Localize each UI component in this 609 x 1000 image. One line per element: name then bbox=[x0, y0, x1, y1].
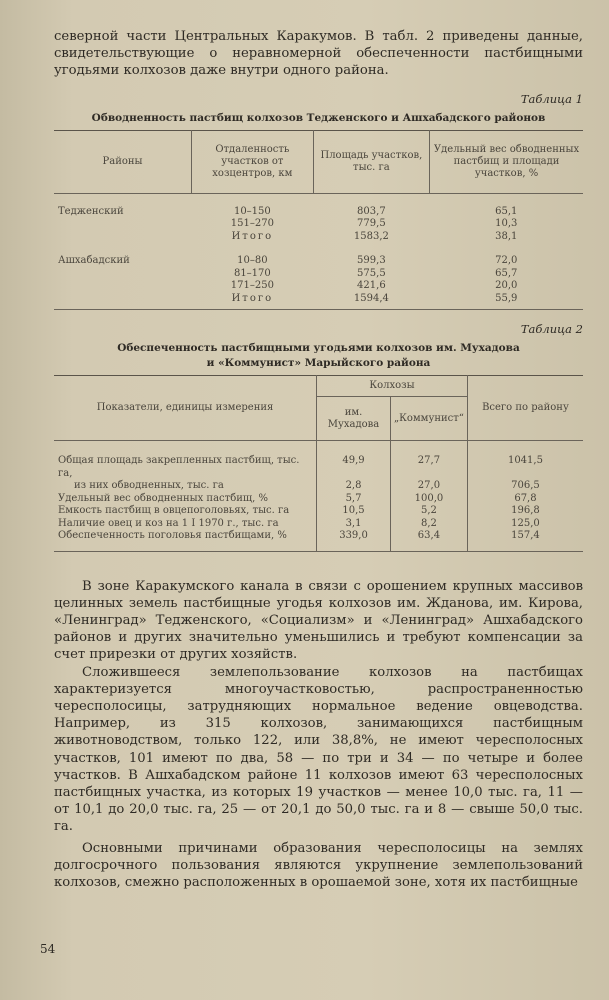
table-row bbox=[54, 255, 583, 268]
table2-cell: 100,0 bbox=[390, 493, 467, 506]
table2-header-total: Всего по району bbox=[467, 376, 583, 441]
table1-header-share: Удельный вес обводненных пастбищ и площади участков, % bbox=[430, 130, 583, 193]
table-row bbox=[54, 441, 583, 481]
table1-cell: 421,6 bbox=[357, 280, 386, 292]
table1-cell: 171–250 bbox=[230, 280, 274, 292]
table1-cell: 10,3 bbox=[495, 218, 518, 230]
table1-cell: Итого bbox=[231, 292, 274, 304]
table1-cell: 65,7 bbox=[495, 267, 518, 279]
table2-row-label: Наличие овец и коз на 1 I 1970 г., тыс. га bbox=[58, 517, 279, 529]
table1-title: Обводненность пастбищ колхозов Тедженского и Ашхабадского районов bbox=[91, 111, 546, 124]
table-row bbox=[54, 530, 583, 551]
table2-title-line2: и «Коммунист» Марыйского района bbox=[206, 357, 431, 370]
table2-row-label: Обеспеченность поголовья пастбищами, % bbox=[58, 530, 287, 542]
table2-row-label: Удельный вес обводненных пастбищ, % bbox=[58, 492, 269, 504]
table1-cell: 575,5 bbox=[357, 267, 386, 279]
table1-cell: Тедженский bbox=[58, 205, 124, 217]
table1-cell: 151–270 bbox=[230, 218, 274, 230]
table2-cell: 27,0 bbox=[390, 480, 467, 493]
table2-cell: 1041,5 bbox=[467, 441, 583, 481]
table1 bbox=[54, 130, 583, 311]
table1-header-distance: Отдаленность участков от хозцентров, км bbox=[192, 130, 314, 193]
table1-cell bbox=[54, 280, 192, 293]
table2-cell: 5,7 bbox=[317, 493, 391, 506]
table1-cell: 779,5 bbox=[357, 218, 386, 230]
table1-cell bbox=[54, 218, 192, 231]
table2-cell: 2,8 bbox=[317, 480, 391, 493]
table2-cell: 339,0 bbox=[317, 530, 391, 551]
table2-cell: 706,5 bbox=[467, 480, 583, 493]
table1-cell: 10–80 bbox=[237, 255, 268, 267]
table2-cell: 157,4 bbox=[467, 530, 583, 551]
table1-cell: 38,1 bbox=[495, 230, 518, 242]
table-row bbox=[54, 493, 583, 506]
table-row bbox=[54, 293, 583, 310]
table2-header-col2: „Коммунист“ bbox=[390, 397, 467, 441]
table-row bbox=[54, 218, 583, 231]
table2-cell: 49,9 bbox=[317, 441, 391, 481]
paragraph-canal-zone: В зоне Каракумского канала в связи с орошением крупных массивов целинных земель пастбищные угодья колхозов им. Жданова, им. Кирова, «Ленинград» Тедженского, «Социализм» и «Ленинград» Ашхабадского районов и других значительно уменьшились и требуют компенсации за счет прирезки от других хозяйств. bbox=[54, 578, 583, 663]
table1-cell: Ашхабадский bbox=[58, 255, 130, 267]
table1-cell: 20,0 bbox=[495, 280, 518, 292]
table1-cell: 1594,4 bbox=[353, 292, 389, 304]
table1-cell bbox=[54, 268, 192, 281]
table2-row-label: Общая площадь закрепленных пастбищ, тыс. га, bbox=[58, 455, 300, 479]
table2-cell: 125,0 bbox=[467, 518, 583, 531]
table1-cell: 10–150 bbox=[233, 205, 271, 217]
table1-cell: 55,9 bbox=[495, 292, 518, 304]
table2-cell: 63,4 bbox=[390, 530, 467, 551]
table2-cell: 67,8 bbox=[467, 493, 583, 506]
table1-header-region: Районы bbox=[54, 130, 192, 193]
table-row bbox=[54, 480, 583, 493]
table2-label: Таблица 2 bbox=[520, 322, 583, 337]
table2-header-indicator: Показатели, единицы измерения bbox=[54, 376, 317, 441]
table2-row-label: из них обводненных, тыс. га bbox=[74, 480, 224, 492]
table2-header-kolkhozy: Колхозы bbox=[317, 376, 468, 397]
table2 bbox=[54, 375, 583, 552]
table1-header-area: Площадь участков, тыс. га bbox=[313, 130, 429, 193]
paragraph-land-use: Сложившееся землепользование колхозов на пастбищах характеризуется многоучастковостью, распространенностью чересполосицы, затрудняющих нормальное ведение овцеводства. Например, из 315 колхозов, занимающихся пастбищным животноводством, только 122, или 38,8%, не имеют чересполосных участков, 101 имеют по два, 58 — по три и 34 — по четыре и более участков. В Ашхабадском районе 11 колхозов имеют 63 чересполосных пастбищных участка, из которых 19 участков — менее 10,0 тыс. га, 11 — от 10,1 до 20,0 тыс. га, 25 — от 20,1 до 50,0 тыс. га и 8 — свыше 50,0 тыс. га. bbox=[54, 664, 583, 835]
table-row bbox=[54, 280, 583, 293]
table2-title bbox=[54, 341, 583, 371]
table2-cell: 10,5 bbox=[317, 505, 391, 518]
table-row bbox=[54, 518, 583, 531]
table1-cell: 1583,2 bbox=[353, 230, 389, 242]
table-row bbox=[54, 206, 583, 219]
table1-label: Таблица 1 bbox=[520, 91, 583, 106]
table1-cell: 65,1 bbox=[495, 205, 518, 217]
table2-cell: 5,2 bbox=[390, 505, 467, 518]
table-row bbox=[54, 268, 583, 281]
table2-cell: 8,2 bbox=[390, 518, 467, 531]
table-row bbox=[54, 231, 583, 244]
table1-cell: 81–170 bbox=[233, 267, 271, 279]
page-number: 54 bbox=[40, 942, 56, 956]
table2-cell: 27,7 bbox=[390, 441, 467, 481]
table1-cell: 72,0 bbox=[495, 255, 518, 267]
paragraph-causes: Основными причинами образования чересполосицы на землях долгосрочного пользования являются укрупнение землепользований колхозов, смежно расположенных в орошаемой зоне, хотя их пастбищные bbox=[54, 840, 583, 891]
table1-cell bbox=[54, 293, 192, 310]
table2-header-col1: им. Мухадова bbox=[317, 397, 391, 441]
table1-cell: 599,3 bbox=[357, 255, 386, 267]
table2-cell: 3,1 bbox=[317, 518, 391, 531]
table1-cell bbox=[54, 231, 192, 244]
table2-row-label: Емкость пастбищ в овцепоголовьях, тыс. га bbox=[58, 505, 290, 517]
table2-title-line1: Обеспеченность пастбищными угодьями колхозов им. Мухадова bbox=[117, 342, 520, 355]
table-row bbox=[54, 505, 583, 518]
table1-cell: Итого bbox=[231, 230, 274, 242]
table2-cell: 196,8 bbox=[467, 505, 583, 518]
table1-cell: 803,7 bbox=[357, 205, 386, 217]
top-paragraph: северной части Центральных Каракумов. В табл. 2 приведены данные, свидетельствующие о неравномерной обеспеченности пастбищными угодьями колхозов даже внутри одного района. bbox=[54, 29, 583, 79]
